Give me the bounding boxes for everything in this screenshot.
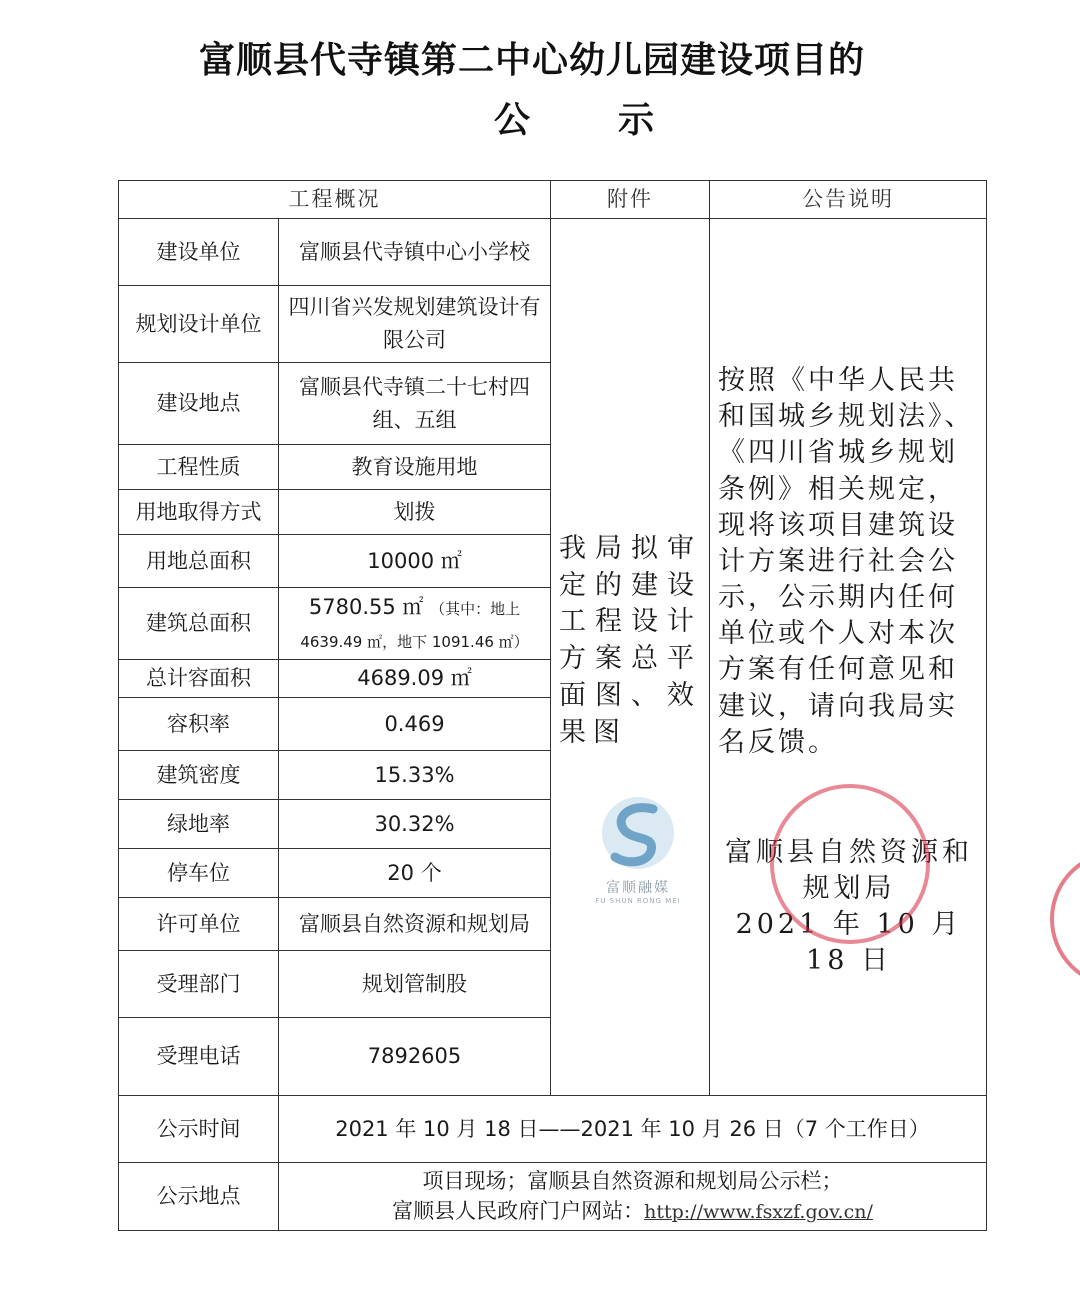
- publicity-place-line2-text: 富顺县人民政府门户网站：: [392, 1199, 645, 1224]
- row-value-with-note: [279, 588, 551, 660]
- row-value: 0.469: [279, 698, 551, 751]
- row-value: 15.33%: [279, 751, 551, 800]
- publicity-place-line1: 项目现场；富顺县自然资源和规划局公示栏；: [422, 1169, 843, 1193]
- row-label: 受理部门: [119, 951, 279, 1018]
- row-value: 富顺县自然资源和规划局: [279, 898, 551, 951]
- signature-block: [718, 835, 980, 980]
- row-value: 教育设施用地: [279, 445, 551, 490]
- signature-date: 2021 年 10 月 18 日: [735, 909, 963, 977]
- row-value: 5780.55 ㎡: [308, 594, 424, 619]
- publicity-place-line2: [283, 1196, 982, 1227]
- publicity-place-value: [279, 1163, 987, 1231]
- row-label: 工程性质: [119, 445, 279, 490]
- row-label: 规划设计单位: [119, 286, 279, 363]
- header-overview: 工程概况: [119, 181, 551, 219]
- row-value: 富顺县代寺镇二十七村四组、五组: [279, 363, 551, 445]
- row-value: 四川省兴发规划建筑设计有限公司: [279, 286, 551, 363]
- page-subtitle: 公示: [493, 100, 742, 141]
- attachment-text: 我局拟审定的建设工程设计方案总平面图、效果图: [559, 533, 701, 748]
- row-value: 10000 ㎡: [279, 535, 551, 588]
- row-label: 用地取得方式: [119, 490, 279, 535]
- row-value: 30.32%: [279, 800, 551, 849]
- row-label: 用地总面积: [119, 535, 279, 588]
- publicity-place-label: 公示地点: [119, 1163, 279, 1231]
- row-label: 建设地点: [119, 363, 279, 445]
- row-label: 许可单位: [119, 898, 279, 951]
- publicity-time-value: 2021 年 10 月 18 日——2021 年 10 月 26 日（7 个工作日）: [279, 1096, 987, 1163]
- official-seal-stamp-edge: [1050, 850, 1080, 988]
- page-title: 富顺县代寺镇第二中心幼儿园建设项目的: [198, 40, 865, 81]
- row-label: 建设单位: [119, 219, 279, 286]
- swirl-logo-icon: [595, 795, 681, 871]
- row-label: 受理电话: [119, 1018, 279, 1096]
- row-value: 划拨: [279, 490, 551, 535]
- row-label: 容积率: [119, 698, 279, 751]
- attachment-cell: [551, 219, 710, 1096]
- row-label: 建筑总面积: [119, 588, 279, 660]
- notice-table: [118, 180, 987, 1231]
- row-note: （其中：地上4639.49 ㎡，地下 1091.46 ㎡）: [300, 599, 529, 651]
- watermark-logo: [582, 795, 694, 905]
- explanation-text: 按照《中华人民共和国城乡规划法》、《四川省城乡规划条例》相关规定，现将该项目建筑设计方案进行社会公示，公示期内任何单位或个人对本次方案有任何意见和建议，请向我局实名反馈。: [718, 365, 975, 758]
- header-explanation: 公告说明: [710, 181, 987, 219]
- website-link[interactable]: http://www.fsxzf.gov.cn/: [644, 1201, 873, 1224]
- row-value: 20 个: [279, 849, 551, 898]
- watermark-sub: FU SHUN RONG MEI: [595, 897, 681, 905]
- row-label: 建筑密度: [119, 751, 279, 800]
- row-value: 富顺县代寺镇中心小学校: [279, 219, 551, 286]
- row-label: 绿地率: [119, 800, 279, 849]
- explanation-cell: [710, 219, 987, 1096]
- row-value: 规划管制股: [279, 951, 551, 1018]
- row-value: 7892605: [279, 1018, 551, 1096]
- signature-org: 富顺县自然资源和规划局: [725, 836, 973, 905]
- row-label: 总计容面积: [119, 660, 279, 698]
- row-value: 4689.09 ㎡: [279, 660, 551, 698]
- watermark-brand: 富顺融媒: [606, 880, 670, 896]
- header-attachment: 附件: [551, 181, 710, 219]
- publicity-time-label: 公示时间: [119, 1096, 279, 1163]
- row-label: 停车位: [119, 849, 279, 898]
